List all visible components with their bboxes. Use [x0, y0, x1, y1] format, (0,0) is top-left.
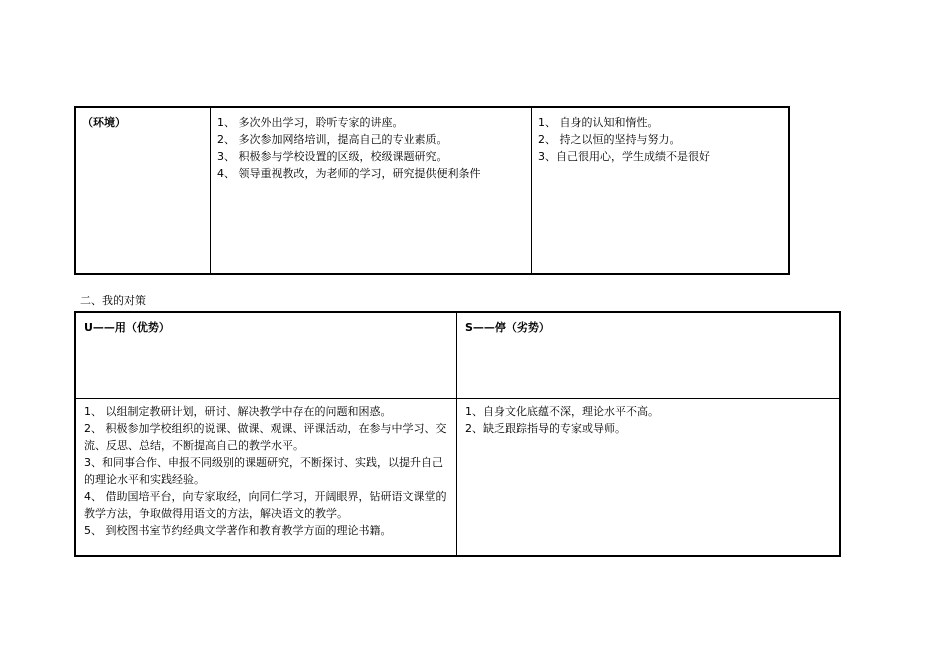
- list-item: 2、 持之以恒的坚持与努力。: [538, 133, 681, 146]
- list-item: 4、 借助国培平台，向专家取经，向同仁学习，开阔眼界，钻研语文课堂的教学方法，争取做得用语文的方法，解决语文的教学。: [84, 490, 447, 520]
- strength-list-cell: [75, 399, 457, 557]
- opportunities-cell: [211, 107, 532, 274]
- section-title: 二、我的对策: [80, 294, 146, 307]
- list-item: 1、自身文化底蕴不深，理论水平不高。: [465, 405, 659, 418]
- strategy-table: [74, 311, 841, 557]
- list-item: 1、 多次外出学习，聆听专家的讲座。: [217, 116, 404, 129]
- environment-label: （环境）: [82, 116, 126, 129]
- list-item: 1、 自身的认知和惰性。: [538, 116, 659, 129]
- list-item: 3、自己很用心，学生成绩不是很好: [538, 150, 710, 163]
- list-item: 2、 积极参加学校组织的说课、做课、观课、评课活动，在参与中学习、交流、反思、总结，不断提高自己的教学水平。: [84, 422, 447, 452]
- list-item: 3、和同事合作、申报不同级别的课题研究，不断探讨、实践，以提升自己的理论水平和实践经验。: [84, 456, 443, 486]
- list-item: 2、 多次参加网络培训，提高自己的专业素质。: [217, 133, 448, 146]
- list-item: 3、 积极参与学校设置的区级，校级课题研究。: [217, 150, 448, 163]
- list-item: 4、 领导重视教改，为老师的学习，研究提供便利条件: [217, 167, 481, 180]
- list-item: 5、 到校图书室节约经典文学著作和教育教学方面的理论书籍。: [84, 524, 392, 537]
- list-item: 2、缺乏跟踪指导的专家或导师。: [465, 422, 626, 435]
- weakness-header: S——停（劣势）: [457, 312, 841, 399]
- threats-cell: [532, 107, 790, 274]
- weakness-list-cell: [457, 399, 841, 557]
- strength-header: U——用（优势）: [75, 312, 457, 399]
- environment-label-cell: [75, 107, 211, 274]
- list-item: 1、 以组制定教研计划，研讨、解决教学中存在的问题和困惑。: [84, 405, 392, 418]
- environment-table: [74, 106, 790, 275]
